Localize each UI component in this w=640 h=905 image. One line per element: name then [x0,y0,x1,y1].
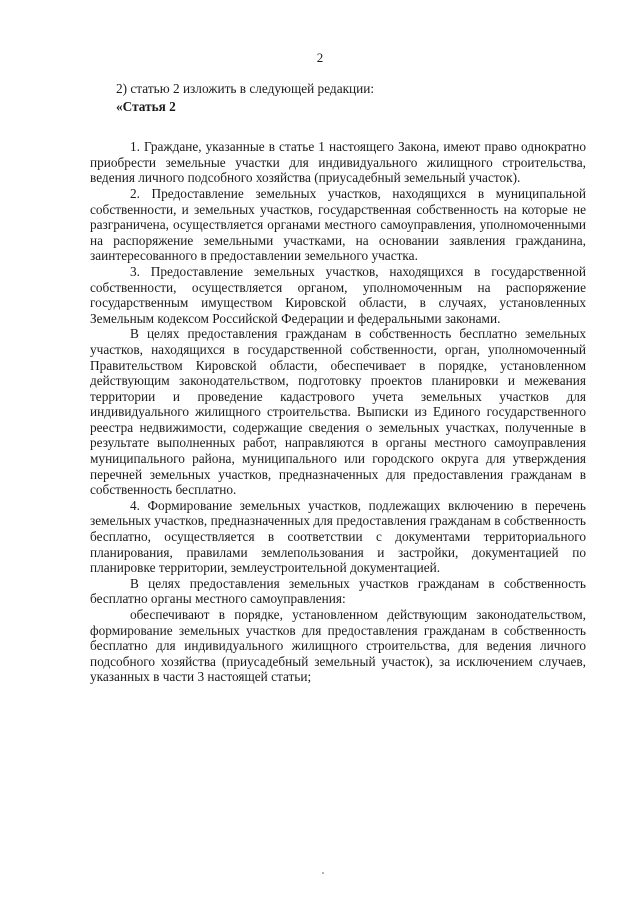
paragraph-1: 1. Граждане, указанные в статье 1 настоящего Закона, имеют право однократно приобрести земельные участки для индивидуального жилищного строительства, ведения личного подсобного хозяйства (приусадебный земельный участок). [90,139,586,186]
paragraph-2: 2. Предоставление земельных участков, находящихся в муниципальной собственности, и земельных участков, государственная собственность на которые не разграничена, осуществляется органами местного самоуправления, уполномоченными на распоряжение земельными участками, на основании заявления гражданина, заинтересованного в предоставлении земельного участка. [90,185,586,264]
scan-artifact-dot [322,872,324,874]
paragraph-4: 4. Формирование земельных участков, подлежащих включению в перечень земельных участков, предназначенных для предоставления гражданам в собственность бесплатно, осуществляется в соответствии с документами территориального планирования, правилами землепользования и застройки, документацией по планировке территории, землеустроительной документацией. [90,497,586,576]
amendment-intro: 2) статью 2 изложить в следующей редакции: [116,81,375,96]
paragraph-4-local-authorities: В целях предоставления земельных участков гражданам в собственность бесплатно органы местного самоуправления: [90,575,586,607]
article-heading: «Статья 2 [116,98,176,114]
paragraph-3-continued: В целях предоставления гражданам в собственность бесплатно земельных участков, находящихся в государственной собственности, орган, уполномоченный Правительством Кировской области, обеспечивает в порядке, установленном действующим законодательством, подготовку проектов планировки и межевания территории и проведение кадастрового учета земельных участков для индивидуального жилищного строительства. Выписки из Единого государственного реестра недвижимости, содержащие сведения о земельных участках, полученные в результате выполненных работ, направляются в органы местного самоуправления муниципального района, муниципального или городского округа для утверждения перечней земельных участков, предназначенных для предоставления гражданам в собственность бесплатно. [90,326,586,498]
page-number: 2 [316,50,324,65]
paragraph-4-obligation: обеспечивают в порядке, установленном действующим законодательством, формирование земельных участков для предоставления гражданам в собственность бесплатно для индивидуального жилищного строительства, для ведения личного подсобного хозяйства (приусадебный земельный участок), за исключением случаев, указанных в части 3 настоящей статьи; [90,607,586,685]
paragraph-3: 3. Предоставление земельных участков, находящихся в государственной собственности, осуществляется органом, уполномоченным на распоряжение государственным имуществом Кировской области, в случаях, установленных Земельным кодексом Российской Федерации и федеральными законами. [90,263,586,326]
document-body [90,81,586,685]
